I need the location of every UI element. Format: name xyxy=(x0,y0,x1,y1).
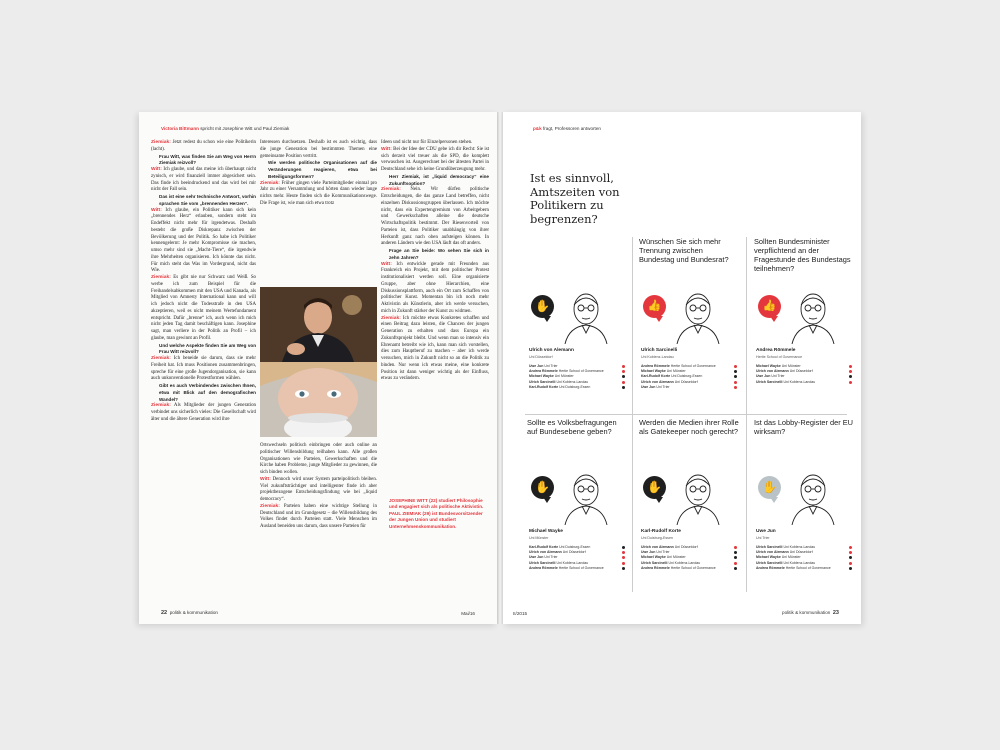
speaker-name: Ziemiak: xyxy=(151,403,171,409)
voter-name: Uwe Jun xyxy=(641,384,656,389)
vote-indicator-icon xyxy=(734,546,737,549)
badge-glyph: ✋ xyxy=(647,480,662,494)
voter-institution: Uni Trier xyxy=(655,550,670,555)
voter-institution: Uni Düsseldorf xyxy=(673,379,698,384)
voter-name: Uwe Jun xyxy=(529,555,544,560)
interview-answer xyxy=(151,275,256,343)
body-text: Ortswechseln politisch einbringen oder auch online an politischer Willensbildung teilhaben kann. Alle großen Organisationen wie Parteien, Gewerkschaften und die Kirche haben Probleme, junge Mitglieder zu gewinnen, die sich binden wollen. xyxy=(260,443,377,475)
interview-answer xyxy=(151,208,256,276)
voter-institution: Uni Trier xyxy=(543,364,558,368)
vote-list xyxy=(641,545,737,571)
speaker-name: Witt: xyxy=(381,261,392,267)
magazine-name: politik & kommunikation xyxy=(782,610,831,615)
author-bio: JOSEPHINE WITT (22) studiert Philosophie und engagiert sich als politische Aktivistin. PAUL ZIEMIAK (29) ist Bundesvorsitzender der Jungen Union und studiert Unternehmenskommunikation. xyxy=(389,498,484,529)
speaker-name: Ziemiak: xyxy=(151,275,171,280)
voter-institution: Hertie School of Governance xyxy=(557,565,604,570)
answer-text: Ich glaube, ein Politiker kann sich kein „brennendes Herz“ erlauben, sondern steht im Endeffekt nicht mehr für irgendetwas. Deshalb besteht die große Diskrepanz zwischen der Bevölkerung und der Politik. So habe ich Politiker kennengelernt: Je mehr Kompromisse sie machen, umso mehr sind sie „Macht-Tiere“, die irgendwie ihre Mehrheiten organisieren. Ich könnte das nicht. Für mich steht das Was im Vordergrund, nicht das Wie. xyxy=(151,207,256,274)
voter-name: Karl-Rudolf Korte xyxy=(529,384,559,389)
voter-name: Andrea Römmele xyxy=(529,565,558,570)
professor-name: Uwe Jun xyxy=(756,529,776,534)
voter-name: Ulrich von Alemann xyxy=(529,550,562,555)
vote-indicator-icon xyxy=(734,381,737,384)
badge-glyph: ✋ xyxy=(535,299,550,313)
panel-question: Sollten Bundesminister verpflichtend an der Fragestunde des Bundestags teilnehmen? xyxy=(754,237,851,273)
vote-indicator-icon xyxy=(734,567,737,570)
voter-institution: Hertie School of Governance xyxy=(669,565,716,570)
professor-name: Andrea Römmele xyxy=(756,348,796,353)
vote-indicator-icon xyxy=(849,567,852,570)
answer-text: Ich beneide sie darum, dass sie mehr Freiheit hat. Ich muss Positionen zusammenbringen, spreche für eine große Jugendorganisation, sie kann auch unkonventionelle Protestformen wählen. xyxy=(151,356,256,382)
vote-list xyxy=(529,545,625,571)
speaker-name: Witt: xyxy=(151,207,162,213)
vote-indicator-icon xyxy=(849,546,852,549)
vote-indicator-icon xyxy=(622,551,625,554)
answer-text: Früher gingen viele Parteimitglieder einmal pro Jahr zu einer Versammlung und hörten dann wieder lange nichts mehr. Heute finden sich die Kommunikationswege. Die Frage ist, wie man sich etwa trotz xyxy=(260,180,377,206)
voter-name: Ulrich Sarcinelli xyxy=(756,379,783,384)
voter-name: Ulrich Sarcinelli xyxy=(756,560,783,565)
voter-name: Michael Wayke xyxy=(756,555,781,560)
vote-list xyxy=(641,364,737,390)
right-footer-issue: II/2015 xyxy=(513,611,528,616)
interview-answer xyxy=(381,147,489,174)
interview-question: Frage an Sie beide: Wo sehen Sie sich in zehn Jahren? xyxy=(389,248,489,260)
voter-institution: Uni Duisburg-Essen xyxy=(558,545,591,549)
vote-indicator-icon xyxy=(622,556,625,559)
panel-question: Werden die Medien ihrer Rolle als Gatekeeper noch gerecht? xyxy=(639,418,739,436)
voter-institution: Hertie School of Governance xyxy=(784,565,831,570)
brand-mark: p&k xyxy=(533,126,542,131)
left-footer-month: Mai/16 xyxy=(461,611,475,616)
professor-name: Ulrich Sarcinelli xyxy=(641,348,678,353)
answer-text: Jetzt redest du schon wie eine Politikerin (lacht). xyxy=(151,140,256,152)
left-page xyxy=(139,112,497,624)
vote-indicator-icon xyxy=(622,375,625,378)
article-column-3 xyxy=(381,140,489,383)
portrait-illustration xyxy=(561,470,611,525)
voter-name: Uwe Jun xyxy=(529,364,544,368)
voter-institution: Uni Münster xyxy=(780,364,801,368)
speaker-name: Witt: xyxy=(381,146,392,152)
answer-text: Bei der Idee der CDU gebe ich dir Recht: Sie ist sich derzeit viel treuer als die SPD, die komplett verwaschen ist. Ausgerechnet bei der ältesten Partei in Deutschland sehe ich keine Grundüberzeugung mehr. xyxy=(381,146,489,172)
vote-indicator-icon xyxy=(622,370,625,373)
voter-institution: Uni Münster xyxy=(780,555,801,560)
answer-text: Ich möchte etwas Konkretes schaffen und einen Beitrag dazu leisten, die Chancen der jungen Generation zu erhalten und dass Europa ein Zukunftsprojekt bleibt. Und wenn man so intensiv ein Ehrenamt betreibt wie ich, kann man sich vorstellen, dies zum Hauptberuf zu machen – aber ich werde versuchen, mich in Zukunft nicht so an die Politik zu binden. Nur wenn ich etwas meine, eine konkrete Position ist dann weniger wichtig als der Einfluss, etwas zu verändern. xyxy=(381,315,489,382)
voter-institution: Uni Koblenz-Landau xyxy=(782,545,816,549)
professor-affiliation: Hertie School of Governance xyxy=(756,355,803,359)
interview-question: Herr Ziemiak, ist „liquid democracy“ eine Zukunftsoption? xyxy=(389,173,489,186)
voter-name: Michael Wayke xyxy=(641,555,666,560)
voter-name: Ulrich Sarcinelli xyxy=(529,560,556,565)
interview-answer xyxy=(260,181,377,208)
right-footer xyxy=(782,610,839,616)
interview-answer xyxy=(260,504,377,531)
voter-institution: Uni Trier xyxy=(655,384,670,389)
speaker-name: Ziemiak: xyxy=(151,356,171,361)
voter-institution: Uni Koblenz-Landau xyxy=(782,560,816,565)
vote-row xyxy=(756,566,852,571)
grid-divider xyxy=(525,414,847,415)
answer-text: Nein. Wir dürfen politische Entscheidungen, die das ganze Land betreffen, nicht einzelnen Diskussionsgruppen überlassen. Ich möchte nicht, dass ein Expertengremium von Arbeitgebern und Gewerkschaften alleine die deutsche Wirtschaftspolitik bestimmt. Der Riesenvorteil von Parteien ist, dass Politiker unabhängig von ihrer Herkunft ganz nach oben aufsteigen können. In anderen Ländern wie den USA läuft das oft anders. xyxy=(381,187,489,247)
speaker-name: Ziemiak: xyxy=(381,187,401,193)
magazine-name: politik & kommunikation xyxy=(169,610,218,615)
voter-institution: Uni Münster xyxy=(665,369,686,374)
answer-text: Es gibt nie nur Schwarz und Weiß. So werbe ich zum Beispiel für die Freihandelsabkommen mit den USA und Kanada, als Mitglied von Amnesty International kann und will ich jedoch nicht die Todesstrafe in den USA akzeptieren, weil es nicht meinem Wertefundament entspricht. Dafür „brenne“ ich, auch wenn ich mich nicht jeden Tag damit beschäftigen kann. Josephine sagt, man verliere in der Politik an Profil – ich glaube, man gewinnt an Profil. xyxy=(151,275,256,341)
interview-answer xyxy=(381,316,489,384)
professor-name: Michael Wayke xyxy=(529,529,563,534)
article-column-2-top xyxy=(260,140,377,208)
voter-name: Andrea Römmele xyxy=(641,565,670,570)
interview-question: Das ist eine sehr technische Antwort, vorhin sprachen Sie vom „brennenden Herzen“. xyxy=(159,194,256,206)
badge-glyph: ✋ xyxy=(762,480,777,494)
panel-question: Ist das Lobby-Register der EU wirksam? xyxy=(754,418,853,436)
vote-indicator-icon xyxy=(849,551,852,554)
running-head xyxy=(161,126,289,131)
vote-indicator-icon xyxy=(849,556,852,559)
interview-answer xyxy=(151,140,256,154)
vote-list xyxy=(756,364,852,385)
portrait-illustration xyxy=(673,289,723,344)
interview-answer xyxy=(381,262,489,316)
voter-institution: Uni Trier xyxy=(543,555,558,560)
running-head xyxy=(533,126,601,131)
voter-name: Ulrich von Alemann xyxy=(756,550,789,555)
voter-name: Uwe Jun xyxy=(641,550,656,555)
panel-question: Sollte es Volksbefragungen auf Bundesebene geben? xyxy=(527,418,617,436)
vote-indicator-icon xyxy=(849,370,852,373)
vote-indicator-icon xyxy=(849,562,852,565)
interview-question: Und welche Aspekte finden Sie am Weg von Frau Witt reizvoll? xyxy=(159,342,256,355)
voter-institution: Uni Münster xyxy=(665,555,686,560)
vote-row xyxy=(529,566,625,571)
vote-indicator-icon xyxy=(734,386,737,389)
thumbs-up-icon xyxy=(643,295,666,318)
voter-name: Andrea Römmele xyxy=(529,369,558,374)
vote-list xyxy=(529,364,625,390)
panel-question: Wünschen Sie sich mehr Trennung zwischen Bundestag und Bundesrat? xyxy=(639,237,729,264)
photo-josephine-witt xyxy=(260,362,377,437)
professor-name: Karl-Rudolf Korte xyxy=(641,529,681,534)
voter-name: Uwe Jun xyxy=(756,374,771,379)
thumbs-up-icon xyxy=(758,295,781,318)
panel-1 xyxy=(527,237,627,407)
portrait-illustration xyxy=(561,289,611,344)
voter-name: Ulrich von Alemann xyxy=(641,379,674,384)
panel-5 xyxy=(639,418,739,588)
article-column-2-bottom xyxy=(260,443,377,531)
vote-indicator-icon xyxy=(622,546,625,549)
voter-institution: Uni Koblenz-Landau xyxy=(667,560,701,565)
voter-institution: Uni Düsseldorf xyxy=(673,545,698,549)
voter-institution: Uni Koblenz-Landau xyxy=(555,379,589,384)
vote-row xyxy=(641,566,737,571)
right-page xyxy=(503,112,861,624)
voter-institution: Uni Duisburg-Essen xyxy=(670,374,703,379)
voter-name: Karl-Rudolf Korte xyxy=(529,545,559,549)
hand-wave-icon xyxy=(758,476,781,499)
voter-institution: Uni Düsseldorf xyxy=(788,369,813,374)
voter-name: Ulrich von Alemann xyxy=(756,369,789,374)
professor-affiliation: Uni Düsseldorf xyxy=(529,355,553,359)
answer-text: Ich glaube, und das meine ich überhaupt nicht zynisch, er wird finanziell immer abgesichert sein. Das finde ich beeindruckend und das wird bei mir nicht der Fall sein. xyxy=(151,167,256,193)
vote-indicator-icon xyxy=(622,562,625,565)
voter-institution: Uni Düsseldorf xyxy=(788,550,813,555)
professor-affiliation: Uni Duisburg-Essen xyxy=(641,536,673,540)
vote-indicator-icon xyxy=(734,365,737,368)
voter-name: Michael Wayke xyxy=(756,364,781,368)
interview-question: Gibt es auch Verbindendes zwischen Ihnen, etwa mit Blick auf den demografischen Wandel? xyxy=(159,383,256,402)
vote-indicator-icon xyxy=(734,375,737,378)
voter-name: Ulrich von Alemann xyxy=(641,545,674,549)
voter-institution: Uni Trier xyxy=(770,374,785,379)
voter-institution: Uni Koblenz-Landau xyxy=(782,379,816,384)
speaker-name: Ziemiak: xyxy=(260,180,280,186)
vote-indicator-icon xyxy=(734,562,737,565)
interview-answer xyxy=(381,187,489,248)
portrait-illustration xyxy=(788,470,838,525)
voter-name: Andrea Römmele xyxy=(641,364,670,368)
panel-2 xyxy=(639,237,739,407)
speaker-name: Ziemiak: xyxy=(260,503,280,509)
speaker-name: Witt: xyxy=(260,476,271,482)
vote-row xyxy=(756,380,852,385)
speaker-name: Witt: xyxy=(151,167,162,172)
vote-row xyxy=(529,385,625,390)
voter-institution: Uni Münster xyxy=(553,374,574,379)
professor-affiliation: Uni Koblenz-Landau xyxy=(641,355,674,359)
vote-indicator-icon xyxy=(849,375,852,378)
professor-affiliation: Uni Trier xyxy=(756,536,770,540)
page-number: 23 xyxy=(832,610,839,616)
answer-text: Dennoch wird unser System parteipolitisch bleiben. Viel zukunftsträchtiger und intelligenter finde ich aber projektbezogene Entscheidungsfindung wie bei „liquid democracy“. xyxy=(260,476,377,502)
panel-6 xyxy=(754,418,854,588)
voter-name: Ulrich Sarcinelli xyxy=(756,545,783,549)
speaker-name: Ziemiak: xyxy=(381,315,401,321)
author-name: Victoria Bittmann xyxy=(161,126,199,131)
running-head-text: fragt, Professoren antworten xyxy=(541,126,601,131)
vote-indicator-icon xyxy=(622,381,625,384)
interview-answer xyxy=(151,403,256,423)
voter-institution: Uni Düsseldorf xyxy=(561,550,586,555)
badge-glyph: 👍 xyxy=(762,300,777,312)
voter-institution: Hertie School of Governance xyxy=(557,369,604,374)
interview-question: Wie werden politische Organisationen auf die Veränderungen reagieren, etwa bei Beteiligungsformen? xyxy=(268,160,377,179)
voter-name: Karl-Rudolf Korte xyxy=(641,374,671,379)
hand-wave-icon xyxy=(531,295,554,318)
photo-paul-ziemiak xyxy=(260,287,377,362)
voter-name: Ulrich Sarcinelli xyxy=(529,379,556,384)
portrait-illustration xyxy=(788,289,838,344)
badge-glyph: 👍 xyxy=(647,300,662,312)
vote-list xyxy=(756,545,852,571)
vote-indicator-icon xyxy=(622,365,625,368)
hand-wave-icon xyxy=(531,476,554,499)
interview-question: Frau Witt, was finden Sie am Weg von Herrn Ziemiak reizvoll? xyxy=(159,153,256,166)
vote-indicator-icon xyxy=(849,381,852,384)
vote-indicator-icon xyxy=(734,551,737,554)
body-text: Interessen durchsetzen. Deshalb ist es auch wichtig, dass die junge Generation bei bestimmten Themen eine gemeinsame Position vertritt. xyxy=(260,140,377,159)
voter-name: Michael Wayke xyxy=(529,374,554,379)
answer-text: Parteien haben eine wichtige Stellung in Deutschland und im Grundgesetz – die Willensbildung des Volkes findet durch Parteien statt. Viele Menschen im Ausland beneiden uns darum, dass unsere Parteien für xyxy=(260,503,377,529)
left-footer xyxy=(161,610,218,616)
vote-indicator-icon xyxy=(849,365,852,368)
portrait-illustration xyxy=(673,470,723,525)
interview-answer xyxy=(151,356,256,383)
vote-indicator-icon xyxy=(734,556,737,559)
running-head-text: spricht mit Josephine Witt und Paul Ziemiak xyxy=(198,126,290,131)
article-column-1 xyxy=(151,140,256,424)
answer-text: Ich entwickle gerade mit Freunden aus Frankreich ein Projekt, mit dem politischer Protest institutionalisiert werden soll. Eine organisierte Gruppe, aber ohne Hierarchien, eine Diskussionsplattform, auch ein Ort zum Schaffen von politischer Kunst. Momentan bin ich noch mehr Aktivistin als Künstlerin, aber ich werde versuchen, mich in Zukunft stärker der Kunst zu widmen. xyxy=(381,261,489,314)
voter-name: Andrea Römmele xyxy=(756,565,785,570)
body-text: Ideen und nicht nur für Einzelpersonen stehen. xyxy=(381,140,473,145)
interview-answer xyxy=(260,477,377,504)
professor-name: Ulrich von Alemann xyxy=(529,348,574,353)
voter-name: Ulrich Sarcinelli xyxy=(641,560,668,565)
voter-name: Michael Wayke xyxy=(641,369,666,374)
voter-institution: Uni Duisburg-Essen xyxy=(558,384,591,389)
vote-indicator-icon xyxy=(734,370,737,373)
vote-indicator-icon xyxy=(622,386,625,389)
professor-affiliation: Uni Münster xyxy=(529,536,549,540)
badge-glyph: ✋ xyxy=(535,480,550,494)
vote-indicator-icon xyxy=(622,567,625,570)
voter-institution: Uni Koblenz-Landau xyxy=(555,560,589,565)
vote-row xyxy=(641,385,737,390)
answer-text: Als Mitglieder der jungen Generation verbindet uns sicherlich vieles: Die Gesellschaft wird älter und die ältere Generation wird ihre xyxy=(151,403,256,422)
main-question: Ist es sinnvoll, Amtszeiten von Politikern zu begrenzen? xyxy=(530,171,620,226)
page-number: 22 xyxy=(161,610,168,616)
interview-answer xyxy=(151,167,256,194)
panel-4 xyxy=(527,418,627,588)
panel-3 xyxy=(754,237,854,407)
voter-institution: Hertie School of Governance xyxy=(669,364,716,368)
hand-wave-icon xyxy=(643,476,666,499)
speaker-name: Ziemiak: xyxy=(151,140,171,145)
